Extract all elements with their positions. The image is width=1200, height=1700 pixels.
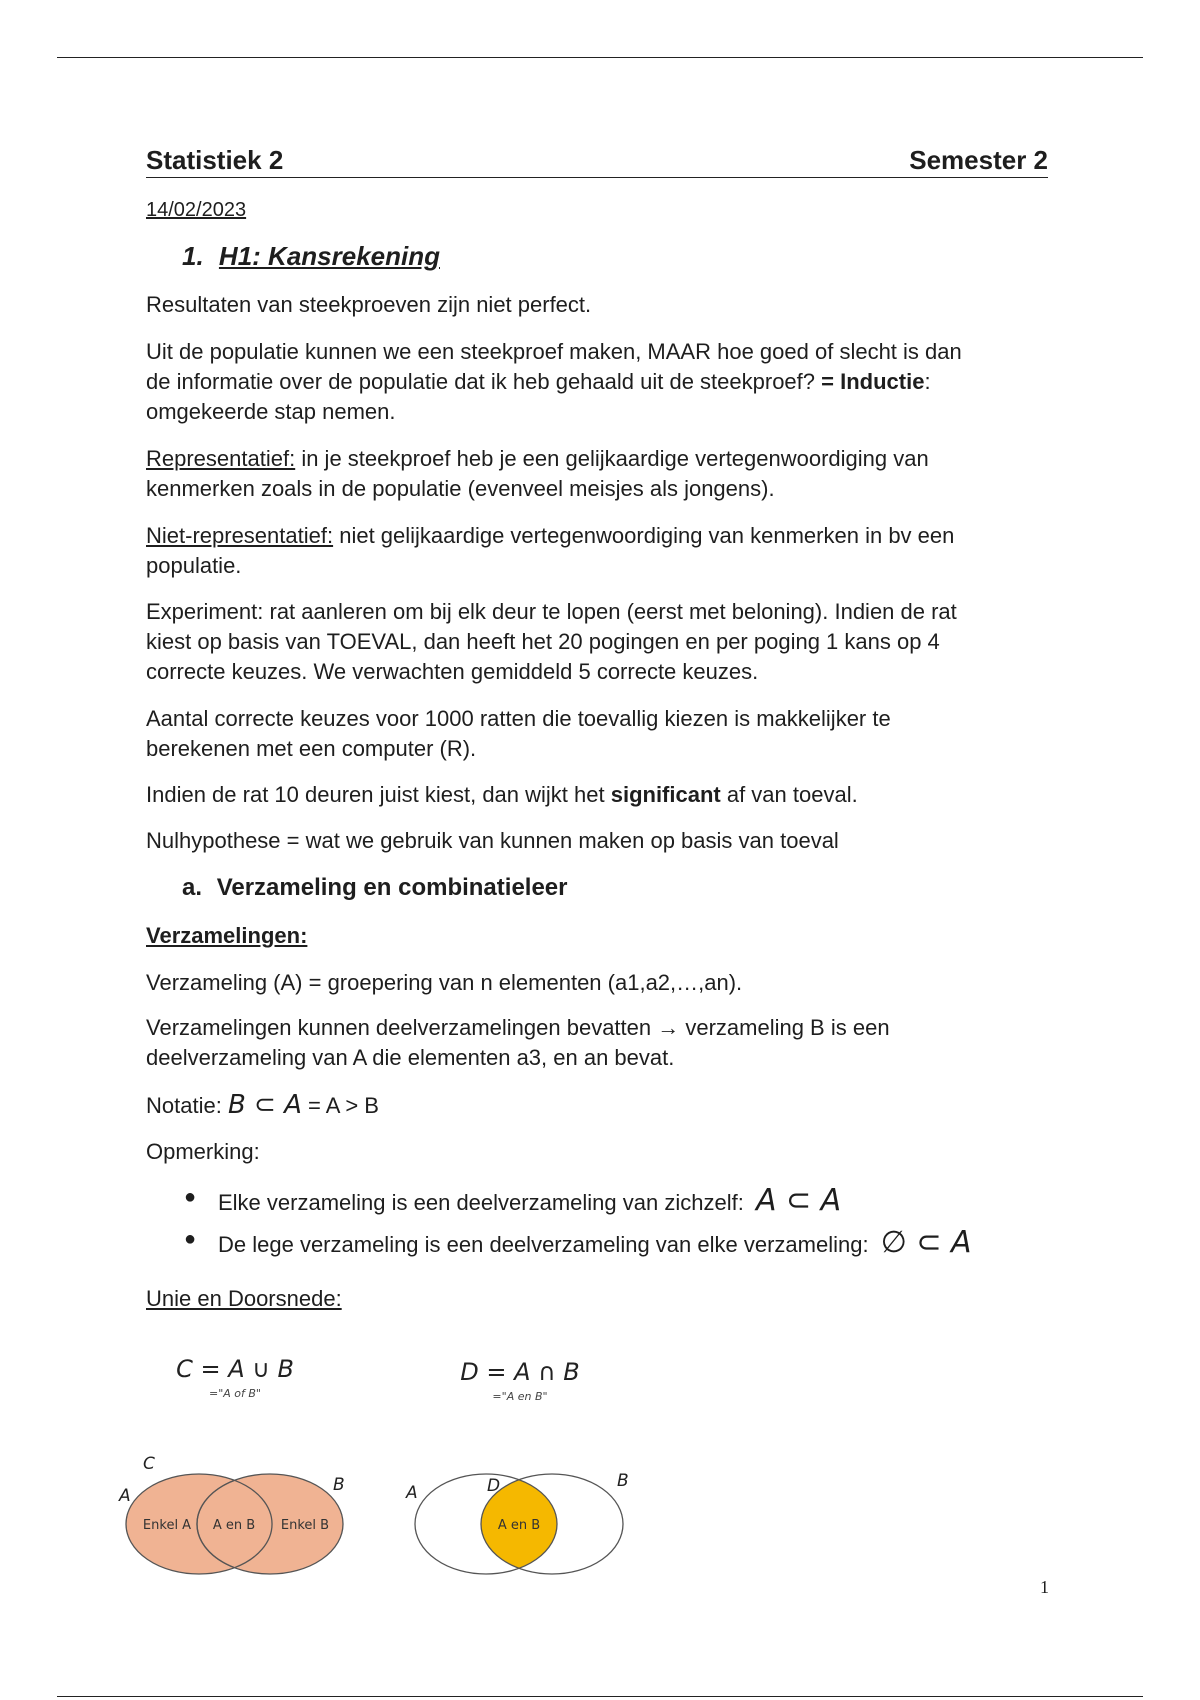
bullet-icon: ● xyxy=(184,1186,197,1208)
set-definition: Verzameling (A) = groepering van n elementen (a1,a2,…,an). xyxy=(146,970,743,995)
label-a: A xyxy=(119,1486,131,1506)
paragraph-intro: Resultaten van steekproeven zijn niet perfect. xyxy=(146,292,592,317)
subsection-sets: Verzamelingen: xyxy=(146,923,308,948)
paragraph-null-hypothesis: Nulhypothese = wat we gebruik van kunnen maken op basis van toeval xyxy=(146,828,839,853)
bullet-icon: ● xyxy=(184,1228,197,1250)
union-formula: C = A ∪ B xyxy=(176,1355,294,1383)
union-intersection-title: Unie en Doorsnede: xyxy=(146,1286,342,1311)
label-b: B xyxy=(333,1475,345,1495)
region-a-and-b: A en B xyxy=(497,1518,541,1533)
label-b: B xyxy=(617,1471,629,1491)
term-representative: Representatief: xyxy=(146,446,296,471)
remark-label: Opmerking: xyxy=(146,1139,260,1164)
paragraph-computer: Aantal correcte keuzes voor 1000 ratten die toevallig kiezen is makkelijker te berekenen met een computer (R). xyxy=(146,706,891,761)
union-caption: ="A of B" xyxy=(208,1387,262,1400)
paragraph-representative: Representatief: in je steekproef heb je een gelijkaardige vertegenwoordiging van kenmerken zoals in de populatie (evenveel meisjes als jongens). xyxy=(146,446,929,501)
venn-intersection-diagram xyxy=(400,1345,650,1595)
section-title: Verzameling en combinatieleer xyxy=(216,874,568,901)
semester-label: Semester 2 xyxy=(909,145,1048,175)
section-heading xyxy=(182,874,568,902)
paragraph-induction: Uit de populatie kunnen we een steekproef maken, MAAR hoe goed of slecht is dan de informatie over de populatie dat ik heb gehaald uit de steekproef? = Inductie: omgekeerde stap nemen. xyxy=(146,339,962,424)
region-only-a: Enkel A xyxy=(142,1518,192,1533)
term-not-representative: Niet-representatief: xyxy=(146,523,334,548)
bottom-rule xyxy=(57,1696,1143,1697)
intersection-formula: D = A ∩ B xyxy=(460,1358,580,1386)
label-c: C xyxy=(143,1454,155,1474)
top-rule xyxy=(57,57,1143,58)
chapter-heading xyxy=(182,241,440,272)
course-title: Statistiek 2 xyxy=(146,145,284,175)
section-letter: a. xyxy=(182,874,203,901)
chapter-title: H1: Kansrekening xyxy=(218,241,440,271)
notation-line: Notatie: B ⊂ A = A > B xyxy=(146,1090,379,1120)
subsets-paragraph: Verzamelingen kunnen deelverzamelingen bevatten → verzameling B is een deelverzameling van A die elementen a3, en an bevat. xyxy=(146,1015,890,1070)
intersection-caption: ="A en B" xyxy=(492,1390,548,1403)
paragraph-experiment: Experiment: rat aanleren om bij elk deur te lopen (eerst met beloning). Indien de rat kiest op basis van TOEVAL, dan heeft het 20 pogingen en per poging 1 kans op 4 correcte keuzes. We verwachten gemiddeld 5 correcte keuzes. xyxy=(146,599,957,684)
self-subset-notation: A ⊂ A xyxy=(755,1183,842,1218)
list-item: ● De lege verzameling is een deelverzameling van elke verzameling: ∅ ⊂ A xyxy=(184,1225,972,1260)
label-d: D xyxy=(487,1476,501,1496)
region-only-b: Enkel B xyxy=(280,1518,330,1533)
chapter-number: 1. xyxy=(182,241,204,271)
paragraph-significant: Indien de rat 10 deuren juist kiest, dan wijkt het significant af van toeval. xyxy=(146,782,858,807)
document-header xyxy=(146,147,1048,178)
page-number: 1 xyxy=(1040,1577,1049,1597)
label-a: A xyxy=(406,1483,418,1503)
paragraph-not-representative: Niet-representatief: niet gelijkaardige vertegenwoordiging van kenmerken in bv een populatie. xyxy=(146,523,955,578)
subset-notation: B ⊂ A xyxy=(227,1090,302,1120)
region-a-and-b: A en B xyxy=(212,1518,256,1533)
venn-union-diagram xyxy=(115,1345,385,1595)
remark-list xyxy=(146,1180,1048,1264)
list-item: ● Elke verzameling is een deelverzameling van zichzelf: A ⊂ A xyxy=(184,1183,842,1218)
empty-set-notation: ∅ ⊂ A xyxy=(880,1225,972,1260)
date: 14/02/2023 xyxy=(146,199,247,221)
